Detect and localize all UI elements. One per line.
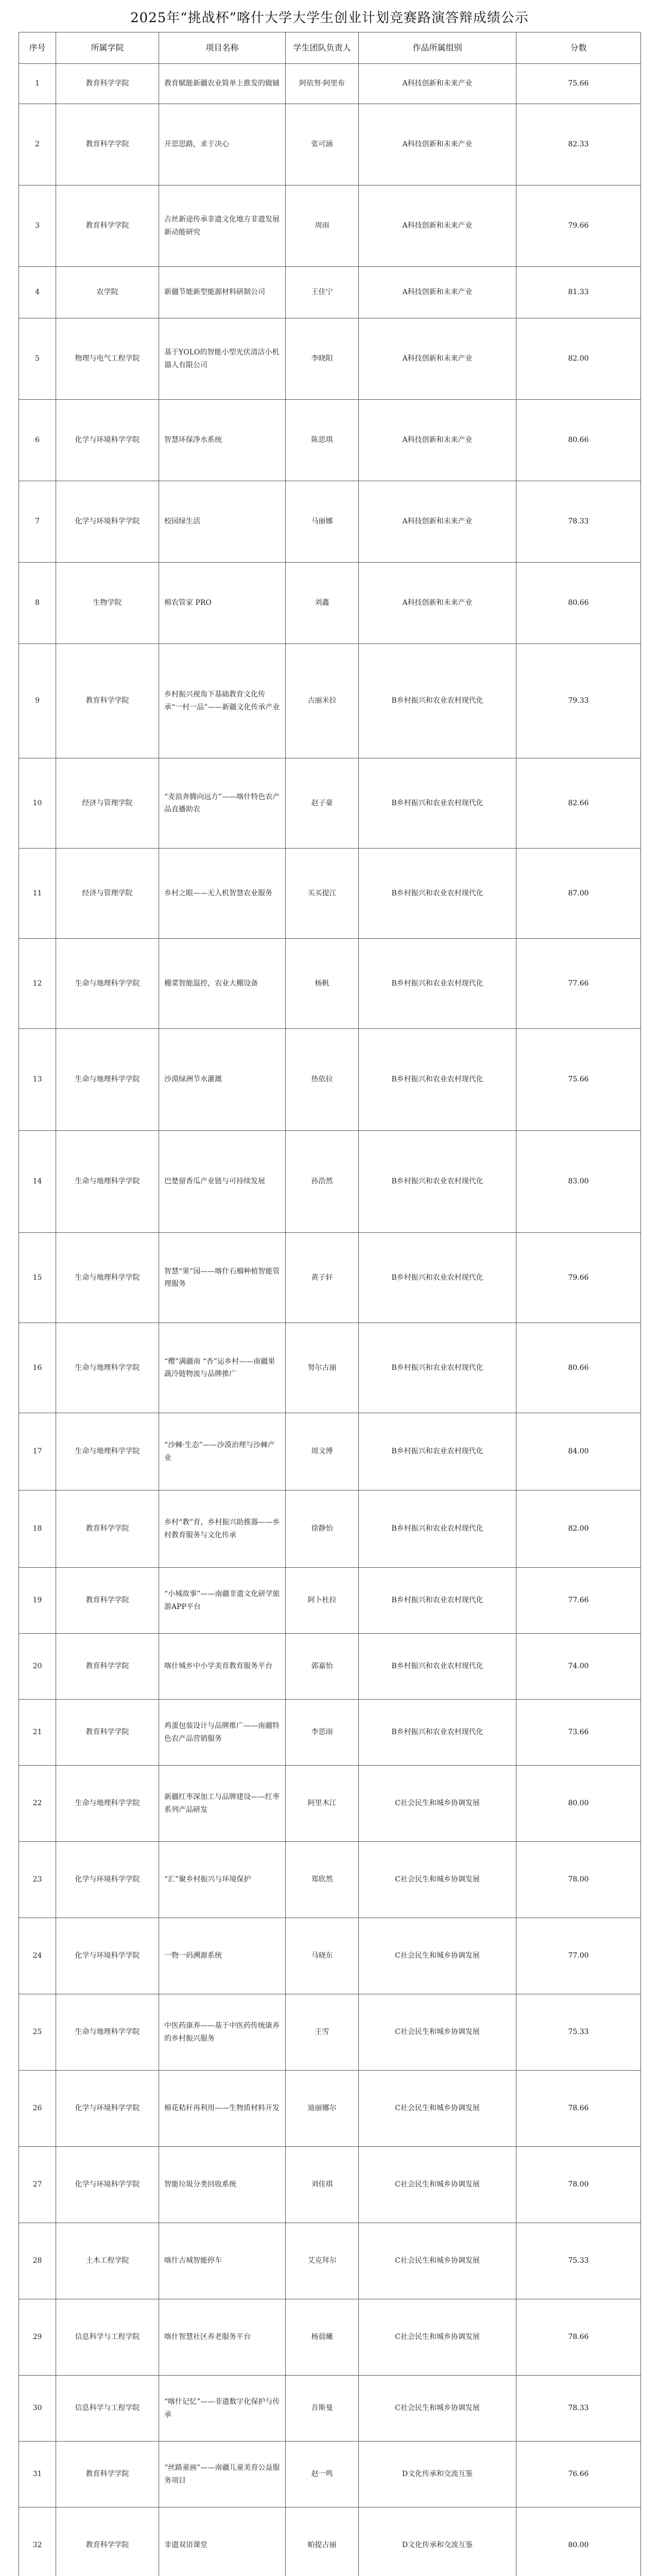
college-cell: 经济与管理学院: [56, 849, 159, 939]
track-cell: B乡村振兴和农业农村现代化: [359, 1413, 516, 1490]
table-row: [19, 939, 641, 1029]
college-cell: 教育科学学院: [56, 644, 159, 758]
table-row: [19, 2147, 641, 2223]
college-cell: 教育科学学院: [56, 1490, 159, 1568]
row-number: 26: [19, 2071, 56, 2147]
row-number: 12: [19, 939, 56, 1029]
table-body: [19, 64, 641, 2576]
team-leader-cell: 王佳宁: [286, 267, 359, 318]
table-row: [19, 849, 641, 939]
team-leader-cell: 刘鑫: [286, 563, 359, 644]
team-leader-cell: 黄子轩: [286, 1233, 359, 1323]
college-cell: 教育科学学院: [56, 2442, 159, 2507]
team-leader-cell: 郑欣然: [286, 1842, 359, 1918]
table-row: [19, 1131, 641, 1233]
project-name-cell: 新疆红枣深加工与品牌建设——红枣系列产品研发: [159, 1766, 286, 1842]
college-cell: 教育科学学院: [56, 2507, 159, 2576]
team-leader-cell: 周雨: [286, 185, 359, 267]
score-cell: 78.33: [516, 481, 641, 563]
row-number: 32: [19, 2507, 56, 2576]
row-number: 3: [19, 185, 56, 267]
table-row: [19, 1634, 641, 1700]
college-cell: 化学与环境科学学院: [56, 1842, 159, 1918]
score-cell: 75.66: [516, 64, 641, 104]
track-cell: C社会民生和城乡协调发展: [359, 1766, 516, 1842]
track-cell: B乡村振兴和农业农村现代化: [359, 1233, 516, 1323]
track-cell: A科技创新和未来产业: [359, 104, 516, 185]
college-cell: 教育科学学院: [56, 64, 159, 104]
table-row: [19, 400, 641, 481]
score-cell: 78.00: [516, 2147, 641, 2223]
team-leader-cell: 李思雨: [286, 1700, 359, 1766]
track-cell: D文化传承和交流互鉴: [359, 2442, 516, 2507]
row-number: 17: [19, 1413, 56, 1490]
project-name-cell: 鸡蛋包装设计与品牌推广——南疆特色农产品营销服务: [159, 1700, 286, 1766]
row-number: 23: [19, 1842, 56, 1918]
table-row: [19, 1413, 641, 1490]
college-cell: 化学与环境科学学院: [56, 2147, 159, 2223]
team-leader-cell: 郭嘉怡: [286, 1634, 359, 1700]
track-cell: B乡村振兴和农业农村现代化: [359, 1029, 516, 1131]
project-name-cell: 智慧“果”园——喀什石榴种植智能管理服务: [159, 1233, 286, 1323]
score-cell: 79.66: [516, 185, 641, 267]
project-name-cell: 校园绿生活: [159, 481, 286, 563]
score-cell: 78.33: [516, 2376, 641, 2442]
team-leader-cell: 刘佳琪: [286, 2147, 359, 2223]
team-leader-cell: 陈思琪: [286, 400, 359, 481]
row-number: 4: [19, 267, 56, 318]
table-row: [19, 1918, 641, 1994]
header-leader: 学生团队负责人: [286, 32, 359, 64]
row-number: 13: [19, 1029, 56, 1131]
row-number: 8: [19, 563, 56, 644]
score-cell: 75.33: [516, 2223, 641, 2299]
header-track: 作品所属组别: [359, 32, 516, 64]
project-name-cell: 一物一码溯源系统: [159, 1918, 286, 1994]
college-cell: 化学与环境科学学院: [56, 2071, 159, 2147]
row-number: 22: [19, 1766, 56, 1842]
team-leader-cell: 古丽米拉: [286, 644, 359, 758]
project-name-cell: “汇”聚乡村振兴与环境保护: [159, 1842, 286, 1918]
project-name-cell: 喀什城乡中小学美育教育服务平台: [159, 1634, 286, 1700]
table-row: [19, 318, 641, 400]
college-cell: 教育科学学院: [56, 1568, 159, 1634]
table-row: [19, 2376, 641, 2442]
row-number: 6: [19, 400, 56, 481]
college-cell: 土木工程学院: [56, 2223, 159, 2299]
college-cell: 信息科学与工程学院: [56, 2376, 159, 2442]
team-leader-cell: 张可涵: [286, 104, 359, 185]
row-number: 14: [19, 1131, 56, 1233]
track-cell: A科技创新和未来产业: [359, 64, 516, 104]
college-cell: 生命与地理科学学院: [56, 1766, 159, 1842]
project-name-cell: 智能垃圾分类回收系统: [159, 2147, 286, 2223]
project-name-cell: 古丝新途传承非遗文化地方非遗发展新动能研究: [159, 185, 286, 267]
college-cell: 教育科学学院: [56, 1700, 159, 1766]
table-row: [19, 758, 641, 849]
track-cell: A科技创新和未来产业: [359, 563, 516, 644]
track-cell: B乡村振兴和农业农村现代化: [359, 1700, 516, 1766]
team-leader-cell: 买买提江: [286, 849, 359, 939]
project-name-cell: 喀什古城智能停车: [159, 2223, 286, 2299]
row-number: 20: [19, 1634, 56, 1700]
project-name-cell: 乡村“教”育，乡村振兴助推器——乡村教育服务与文化传承: [159, 1490, 286, 1568]
row-number: 21: [19, 1700, 56, 1766]
track-cell: A科技创新和未来产业: [359, 267, 516, 318]
row-number: 1: [19, 64, 56, 104]
team-leader-cell: 孙浩然: [286, 1131, 359, 1233]
track-cell: C社会民生和城乡协调发展: [359, 2147, 516, 2223]
score-cell: 79.33: [516, 644, 641, 758]
table-row: [19, 481, 641, 563]
header-no: 序号: [19, 32, 56, 64]
track-cell: B乡村振兴和农业农村现代化: [359, 644, 516, 758]
row-number: 19: [19, 1568, 56, 1634]
college-cell: 生物学院: [56, 563, 159, 644]
table-row: [19, 1842, 641, 1918]
score-cell: 77.66: [516, 939, 641, 1029]
team-leader-cell: 徐静怡: [286, 1490, 359, 1568]
track-cell: A科技创新和未来产业: [359, 481, 516, 563]
row-number: 31: [19, 2442, 56, 2507]
table-row: [19, 2299, 641, 2376]
project-name-cell: 非遗双语课堂: [159, 2507, 286, 2576]
track-cell: B乡村振兴和农业农村现代化: [359, 939, 516, 1029]
score-cell: 75.66: [516, 1029, 641, 1131]
row-number: 30: [19, 2376, 56, 2442]
team-leader-cell: 赵一鸣: [286, 2442, 359, 2507]
college-cell: 生命与地理科学学院: [56, 1413, 159, 1490]
table-row: [19, 1323, 641, 1413]
score-cell: 78.66: [516, 2299, 641, 2376]
score-cell: 82.33: [516, 104, 641, 185]
college-cell: 生命与地理科学学院: [56, 1131, 159, 1233]
score-cell: 78.00: [516, 1842, 641, 1918]
header-score: 分数: [516, 32, 641, 64]
track-cell: B乡村振兴和农业农村现代化: [359, 1568, 516, 1634]
table-row: [19, 2507, 641, 2576]
table-row: [19, 1766, 641, 1842]
college-cell: 教育科学学院: [56, 1634, 159, 1700]
score-cell: 87.00: [516, 849, 641, 939]
college-cell: 化学与环境科学学院: [56, 400, 159, 481]
score-cell: 77.66: [516, 1568, 641, 1634]
track-cell: B乡村振兴和农业农村现代化: [359, 1490, 516, 1568]
team-leader-cell: 迪丽娜尔: [286, 2071, 359, 2147]
table-row: [19, 104, 641, 185]
college-cell: 生命与地理科学学院: [56, 1233, 159, 1323]
college-cell: 生命与地理科学学院: [56, 1029, 159, 1131]
college-cell: 物理与电气工程学院: [56, 318, 159, 400]
project-name-cell: “沙棘·生态”——沙漠治理与沙棘产业: [159, 1413, 286, 1490]
team-leader-cell: 艾克拜尔: [286, 2223, 359, 2299]
score-cell: 82.00: [516, 1490, 641, 1568]
score-cell: 74.00: [516, 1634, 641, 1700]
college-cell: 生命与地理科学学院: [56, 1994, 159, 2071]
team-leader-cell: 帕提古丽: [286, 2507, 359, 2576]
table-row: [19, 1568, 641, 1634]
table-row: [19, 1233, 641, 1323]
row-number: 9: [19, 644, 56, 758]
track-cell: C社会民生和城乡协调发展: [359, 2071, 516, 2147]
college-cell: 教育科学学院: [56, 185, 159, 267]
college-cell: 化学与环境科学学院: [56, 481, 159, 563]
college-cell: 生命与地理科学学院: [56, 1323, 159, 1413]
row-number: 18: [19, 1490, 56, 1568]
college-cell: 教育科学学院: [56, 104, 159, 185]
team-leader-cell: 李晓阳: [286, 318, 359, 400]
table-row: [19, 1029, 641, 1131]
project-name-cell: “麦浪奔腾向远方”——喀什特色农产品直播助农: [159, 758, 286, 849]
project-name-cell: 喀什智慧社区养老服务平台: [159, 2299, 286, 2376]
project-name-cell: 教育赋能新疆农业简单上推发的做辅: [159, 64, 286, 104]
table-row: [19, 644, 641, 758]
table-row: [19, 1490, 641, 1568]
track-cell: D文化传承和交流互鉴: [359, 2507, 516, 2576]
score-cell: 82.00: [516, 318, 641, 400]
score-cell: 80.00: [516, 2507, 641, 2576]
row-number: 16: [19, 1323, 56, 1413]
row-number: 11: [19, 849, 56, 939]
score-cell: 80.00: [516, 1766, 641, 1842]
project-name-cell: 中医药康养——基于中医药传统康养的乡村振兴服务: [159, 1994, 286, 2071]
team-leader-cell: 马丽娜: [286, 481, 359, 563]
table-row: [19, 2223, 641, 2299]
project-name-cell: 开思思路，求于决心: [159, 104, 286, 185]
team-leader-cell: 周文博: [286, 1413, 359, 1490]
score-cell: 81.33: [516, 267, 641, 318]
track-cell: A科技创新和未来产业: [359, 400, 516, 481]
track-cell: B乡村振兴和农业农村现代化: [359, 1131, 516, 1233]
team-leader-cell: 马晓东: [286, 1918, 359, 1994]
track-cell: A科技创新和未来产业: [359, 318, 516, 400]
row-number: 25: [19, 1994, 56, 2071]
team-leader-cell: 阿里木江: [286, 1766, 359, 1842]
row-number: 24: [19, 1918, 56, 1994]
header-row: [19, 32, 641, 64]
team-leader-cell: 阿依努·阿里布: [286, 64, 359, 104]
track-cell: C社会民生和城乡协调发展: [359, 1918, 516, 1994]
row-number: 29: [19, 2299, 56, 2376]
college-cell: 农学院: [56, 267, 159, 318]
team-leader-cell: 努尔古丽: [286, 1323, 359, 1413]
project-name-cell: “喀什记忆”——非遗数字化保护与传承: [159, 2376, 286, 2442]
score-cell: 78.66: [516, 2071, 641, 2147]
score-cell: 77.00: [516, 1918, 641, 1994]
project-name-cell: “丝路童画”——南疆儿童美育公益服务项目: [159, 2442, 286, 2507]
row-number: 7: [19, 481, 56, 563]
score-cell: 80.66: [516, 1323, 641, 1413]
table-row: [19, 2442, 641, 2507]
project-name-cell: 棉花秸秆再利用——生物质材料开发: [159, 2071, 286, 2147]
college-cell: 化学与环境科学学院: [56, 1918, 159, 1994]
header-college: 所属学院: [56, 32, 159, 64]
score-cell: 80.66: [516, 563, 641, 644]
table-row: [19, 1994, 641, 2071]
project-name-cell: 棉农管家 PRO: [159, 563, 286, 644]
table-row: [19, 1700, 641, 1766]
track-cell: B乡村振兴和农业农村现代化: [359, 1634, 516, 1700]
project-name-cell: 乡村之眼——无人机智慧农业服务: [159, 849, 286, 939]
table-row: [19, 185, 641, 267]
row-number: 5: [19, 318, 56, 400]
team-leader-cell: 杨帆: [286, 939, 359, 1029]
table-row: [19, 563, 641, 644]
header-project: 项目名称: [159, 32, 286, 64]
row-number: 28: [19, 2223, 56, 2299]
row-number: 2: [19, 104, 56, 185]
project-name-cell: 智慧环保净水系统: [159, 400, 286, 481]
project-name-cell: 新疆节能新型能源材料研制公司: [159, 267, 286, 318]
row-number: 10: [19, 758, 56, 849]
college-cell: 信息科学与工程学院: [56, 2299, 159, 2376]
project-name-cell: “樱”满疆南 “杏”运乡村——南疆果蔬冷链物流与品牌推广: [159, 1323, 286, 1413]
track-cell: A科技创新和未来产业: [359, 185, 516, 267]
score-cell: 75.33: [516, 1994, 641, 2071]
track-cell: C社会民生和城乡协调发展: [359, 2376, 516, 2442]
row-number: 27: [19, 2147, 56, 2223]
row-number: 15: [19, 1233, 56, 1323]
table-row: [19, 2071, 641, 2147]
college-cell: 生命与地理科学学院: [56, 939, 159, 1029]
score-cell: 73.66: [516, 1700, 641, 1766]
team-leader-cell: 杨晨曦: [286, 2299, 359, 2376]
track-cell: C社会民生和城乡协调发展: [359, 2299, 516, 2376]
team-leader-cell: 热依拉: [286, 1029, 359, 1131]
score-cell: 82.66: [516, 758, 641, 849]
track-cell: C社会民生和城乡协调发展: [359, 2223, 516, 2299]
results-table: [19, 32, 641, 2576]
team-leader-cell: 阿卜杜拉: [286, 1568, 359, 1634]
track-cell: C社会民生和城乡协调发展: [359, 1994, 516, 2071]
track-cell: B乡村振兴和农业农村现代化: [359, 849, 516, 939]
track-cell: B乡村振兴和农业农村现代化: [359, 1323, 516, 1413]
score-cell: 76.66: [516, 2442, 641, 2507]
team-leader-cell: 吾斯曼: [286, 2376, 359, 2442]
score-cell: 79.66: [516, 1233, 641, 1323]
team-leader-cell: 王雪: [286, 1994, 359, 2071]
page-title: 2025年“挑战杯”喀什大学大学生创业计划竞赛路演答辩成绩公示: [130, 10, 529, 26]
project-name-cell: 沙漠绿洲节水灌溉: [159, 1029, 286, 1131]
project-name-cell: 棚菜智能温控，农业大棚设备: [159, 939, 286, 1029]
table-row: [19, 267, 641, 318]
track-cell: C社会民生和城乡协调发展: [359, 1842, 516, 1918]
score-cell: 83.00: [516, 1131, 641, 1233]
college-cell: 经济与管理学院: [56, 758, 159, 849]
project-name-cell: 基于YOLO的智能小型光伏清洁小机器人有限公司: [159, 318, 286, 400]
project-name-cell: 乡村振兴视角下基础教育文化传承“一村一品”——新疆文化传承产业: [159, 644, 286, 758]
table-row: [19, 64, 641, 104]
team-leader-cell: 赵子豪: [286, 758, 359, 849]
project-name-cell: “小城故事”——南疆非遗文化研学旅游APP平台: [159, 1568, 286, 1634]
project-name-cell: 巴楚留香瓜产业链与可持续发展: [159, 1131, 286, 1233]
track-cell: B乡村振兴和农业农村现代化: [359, 758, 516, 849]
score-cell: 80.66: [516, 400, 641, 481]
score-cell: 84.00: [516, 1413, 641, 1490]
